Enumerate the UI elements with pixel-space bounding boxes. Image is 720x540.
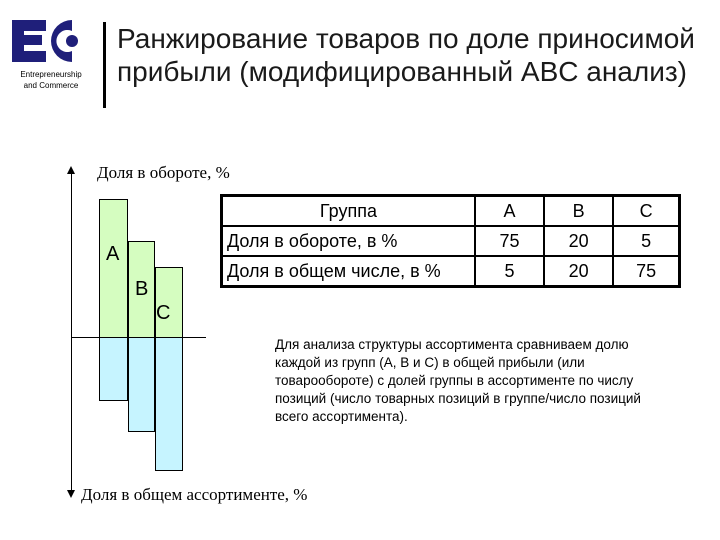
- diagram-baseline: [72, 337, 206, 338]
- abc-table: [220, 194, 681, 288]
- header-divider: [103, 22, 106, 108]
- vertical-axis: [71, 173, 72, 493]
- table-header-c: C: [613, 196, 679, 227]
- slide-title-line2: прибыли (модифицированный ABC анализ): [117, 56, 688, 87]
- table-row: [222, 226, 680, 256]
- description-text: Для анализа структуры ассортимента сравниваем долю каждой из групп (A, B и C) в общей прибыли (или товарообороте) с долей группы в ассортименте по числу позиций (число товарных позиций в группе/число позиций всего ассортимента).: [275, 337, 641, 424]
- bar-turnover-a: [99, 199, 128, 338]
- table-cell: 5: [613, 226, 679, 256]
- table-row-label: Доля в общем числе, в %: [222, 256, 475, 287]
- axis-label-turnover: Доля в обороте, %: [97, 163, 230, 182]
- table-cell: 75: [475, 226, 544, 256]
- table-cell: 20: [544, 226, 613, 256]
- table-row-label: Доля в обороте, в %: [222, 226, 475, 256]
- table-cell: 20: [544, 256, 613, 287]
- bar-assortment-c: [155, 337, 183, 471]
- logo: [8, 14, 94, 94]
- bar-label-b: B: [135, 278, 149, 300]
- axis-label-assortment: Доля в общем ассортименте, %: [81, 485, 308, 504]
- slide-title: [117, 22, 712, 88]
- bar-label-a: A: [106, 243, 120, 265]
- table-header-row: [222, 196, 680, 227]
- logo-text-line2: and Commerce: [23, 81, 79, 90]
- table-row: [222, 256, 680, 287]
- axis-arrow-down-icon: [67, 490, 75, 498]
- table-cell: 5: [475, 256, 544, 287]
- table-header-b: B: [544, 196, 613, 227]
- logo-text-line1: Entrepreneurship: [20, 70, 82, 79]
- bar-label-c: C: [156, 302, 171, 324]
- ec-logo-mark: [10, 14, 92, 68]
- table-header-group: Группа: [222, 196, 475, 227]
- table-cell: 75: [613, 256, 679, 287]
- bar-assortment-b: [128, 337, 155, 432]
- slide-title-line1: Ранжирование товаров по доле приносимой: [117, 23, 695, 54]
- table-header-a: A: [475, 196, 544, 227]
- bar-assortment-a: [99, 337, 128, 401]
